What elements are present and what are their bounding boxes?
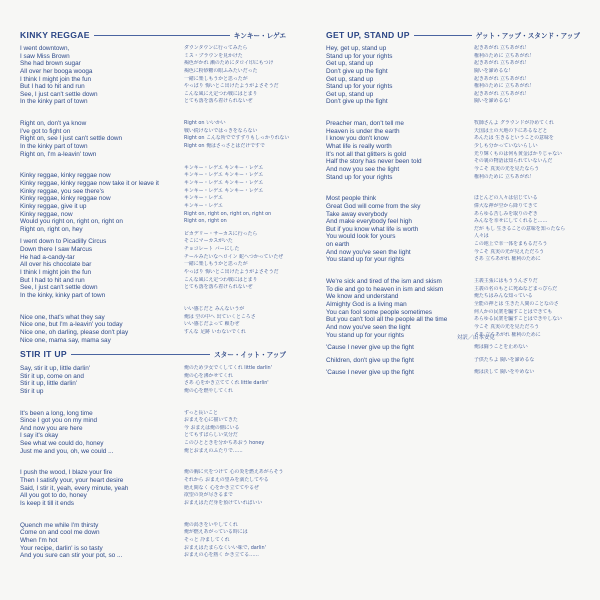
lyric-line: 権利のために 立ちあがれ！ bbox=[474, 52, 535, 59]
lyric-line: 何人かの民衆を騙すことはできても bbox=[474, 308, 553, 315]
lyric-line: ダウンタウンに行ってみたら bbox=[184, 45, 248, 51]
lyric-line: Get up, stand up bbox=[326, 60, 374, 68]
lyric-line: See what we could do, honey bbox=[20, 440, 104, 448]
lyric-line: on earth bbox=[326, 241, 350, 249]
song-title: GET UP, STAND UP bbox=[326, 30, 410, 40]
lyric-line: さあ 心をかき立ててくれ little darlin' bbox=[184, 380, 269, 387]
lyric-line: I say it's okay bbox=[20, 432, 59, 440]
lyric-line: To die and go to heaven in ism and skism bbox=[326, 285, 444, 293]
lyric-line: 褐色に粉砂糖の眼ふみたいだった bbox=[184, 67, 258, 74]
lyric-line: 今こそ 真実の光を見ただろう bbox=[474, 323, 540, 330]
lyric-line: Stand up for your rights bbox=[326, 83, 393, 91]
song-header-get-up-stand-up bbox=[326, 29, 580, 41]
lyric-line: 闘いを諦めるな！ bbox=[474, 98, 514, 105]
lyric-line: Right on いいかい bbox=[184, 120, 226, 127]
lyric-line: あらゆる苦しみを取りのぞき bbox=[474, 210, 538, 217]
lyric-line: But you can't fool all the people all the time bbox=[326, 316, 448, 324]
lyric-line: ずっと長いこと bbox=[184, 409, 218, 416]
stanza bbox=[326, 120, 447, 181]
stanza bbox=[184, 365, 283, 396]
lyric-line: Just me and you, oh, we could ... bbox=[20, 447, 114, 455]
lyrics-english-get-up-stand-up bbox=[326, 45, 447, 382]
title-divider bbox=[71, 354, 210, 355]
lyric-line: Heaven is under the earth bbox=[326, 127, 400, 135]
lyric-line: Right on, I'm a-leavin' town bbox=[20, 150, 97, 158]
lyric-line: そこにマーカスがいた bbox=[184, 238, 233, 245]
lyric-line: Nice one, oh darling, please don't play bbox=[20, 328, 129, 336]
stanza bbox=[184, 306, 289, 337]
lyric-line: 主義主張にはもううんざりだ bbox=[474, 278, 538, 285]
lyric-line: ピカデリー・サーカスに行ったら bbox=[184, 230, 258, 237]
lyric-line: I think I might join the fun bbox=[20, 75, 92, 83]
lyric-line: See, I just can't settle down bbox=[20, 284, 98, 292]
song-header-stir-it-up bbox=[20, 348, 286, 360]
lyric-line: 俺が燃えあがっている時には bbox=[184, 529, 248, 536]
stanza bbox=[474, 369, 565, 377]
lyric-line: But if you know what life is worth bbox=[326, 225, 419, 233]
lyric-line: Would you right on, right on, right on bbox=[20, 218, 123, 226]
lyric-line: Half the story has never been told bbox=[326, 158, 422, 166]
lyric-line: Children, don't give up the fight bbox=[326, 356, 414, 364]
stanza bbox=[184, 120, 289, 151]
lyric-line: 起きあがれ 立ちあがれ！ bbox=[474, 75, 530, 82]
lyric-line: I push the wood, I blaze your fire bbox=[20, 469, 113, 477]
lyric-line: おまえを心に描いてきた bbox=[184, 417, 238, 424]
lyric-line: キンキー・レゲエ キンキー・レゲエ bbox=[184, 187, 264, 194]
lyric-line: 子供たちよ 闘いを諦めるな bbox=[474, 356, 535, 363]
lyric-line: Don't give up the fight bbox=[326, 67, 388, 75]
song-title: KINKY REGGAE bbox=[20, 30, 90, 40]
lyric-line: 偉大な神が空から降りてきて bbox=[474, 202, 538, 209]
stanza bbox=[20, 45, 159, 106]
lyric-line: You would look for yours bbox=[326, 233, 396, 241]
lyric-line: それから おまえの望みを満たしてやる bbox=[184, 477, 269, 484]
song-title-japanese: キンキー・レゲエ bbox=[233, 32, 286, 40]
lyric-line: Nice one, mama say, mama say bbox=[20, 336, 111, 344]
stanza bbox=[184, 231, 289, 292]
lyric-line: Right on, don't ya know bbox=[20, 120, 87, 128]
stanza bbox=[20, 365, 128, 396]
lyric-line: It's been a long, long time bbox=[20, 409, 93, 417]
lyric-line: 天国は土の大地の下にあるなどと bbox=[474, 127, 548, 134]
lyric-line: とても落を落ち着けられないぜ bbox=[184, 98, 253, 105]
lyric-line: He had a-candy-tar bbox=[20, 253, 75, 261]
lyric-line: Down there I saw Marcus bbox=[20, 246, 93, 254]
lyric-line: You can fool some people sometimes bbox=[326, 308, 432, 316]
lyric-line: Right on, right on, right on, right on bbox=[184, 210, 272, 217]
lyric-line: とても落を落ち着けられないぜ bbox=[184, 284, 253, 291]
lyric-line: Stir it up bbox=[20, 387, 44, 395]
lyric-line: Your recipe, darlin' is so tasty bbox=[20, 544, 103, 552]
lyric-line: 権利のために 立ちあがれ！ bbox=[474, 173, 535, 180]
lyric-line: 俺の心を燃やしてくれ bbox=[184, 387, 233, 394]
lyric-line: やっぱり 悔いとこ出けたようがよさそうだ bbox=[184, 83, 279, 90]
lyric-line: Kinky reggae, give it up bbox=[20, 202, 87, 210]
lyric-line: 戦い続けないではっきをならない bbox=[184, 127, 258, 134]
lyric-line: 人々は bbox=[474, 233, 489, 240]
lyric-line: いい感じだよって 頼むぜ bbox=[184, 321, 240, 328]
stanza bbox=[20, 238, 159, 299]
lyric-line: When I'm hot bbox=[20, 536, 58, 544]
lyric-line: Right on 俺はさっさとはだけですで bbox=[184, 143, 265, 150]
lyric-line: 俺とおまえのふたりで…… bbox=[184, 447, 243, 454]
stanza bbox=[20, 522, 128, 560]
lyric-line: さあ 立ちあがれ 権利のために bbox=[474, 256, 541, 263]
lyrics-japanese-kinky-reggae bbox=[184, 45, 289, 342]
lyric-line: I know you don't know bbox=[326, 135, 389, 143]
lyric-line: キンキー・レゲエ bbox=[184, 202, 223, 209]
lyric-line: And make everybody feel high bbox=[326, 218, 412, 226]
lyric-line: We're sick and tired of the ism and skism bbox=[326, 278, 442, 286]
lyric-line: 俺の心を沸かせてくれ bbox=[184, 372, 233, 379]
lyric-line: Don't give up the fight bbox=[326, 98, 388, 106]
lyric-line: 起きあがれ 立ちあがれ！ bbox=[474, 90, 530, 97]
lyric-line: ミス・ブラウンを見かけた bbox=[184, 52, 243, 59]
stanza bbox=[20, 410, 128, 456]
lyric-line: Stir it up, little darlin' bbox=[20, 380, 77, 388]
lyric-line: See, I just can't settle down bbox=[20, 90, 98, 98]
lyric-line: みんなを幸せにしてくれると…… bbox=[474, 218, 548, 225]
lyric-line: Then I satisfy your, your heart desire bbox=[20, 477, 124, 485]
lyric-line: すんな 足跡 いわないでくれ bbox=[184, 328, 246, 335]
lyric-line: 起きあがれ 立ちあがれ！ bbox=[474, 60, 530, 67]
lyric-line: チールみたいなヘロイン 蛇へつかっていたぜ bbox=[184, 253, 284, 260]
lyric-line: All over his chocolate bar bbox=[20, 261, 92, 269]
lyric-line: 全能の神とは 生きた人間のことなのさ bbox=[474, 300, 559, 307]
lyric-line: Kinky reggae, you see there's bbox=[20, 187, 104, 195]
stanza bbox=[184, 45, 289, 106]
lyric-line: 一緒に楽しもうかと思ったが bbox=[184, 261, 248, 268]
lyric-line: And now you've seen the light bbox=[326, 248, 411, 256]
lyric-line: Is keep it till it ends bbox=[20, 499, 74, 507]
lyric-line: 絶え間なく 心をかき立ててやるぜ bbox=[184, 484, 259, 491]
song-title: STIR IT UP bbox=[20, 349, 67, 359]
lyric-line: Get up, stand up bbox=[326, 90, 374, 98]
lyric-line: Nice one, that's what they say bbox=[20, 313, 105, 321]
lyric-line: この地上で幸一体をまもるだろう bbox=[474, 241, 548, 248]
lyric-line: Right on, right on, hey bbox=[20, 225, 83, 233]
lyric-line: 'Cause I never give up the fight bbox=[326, 344, 414, 352]
lyric-line: 俺の渇きをいやしてくれ bbox=[184, 521, 238, 528]
lyric-line: In the kinky part of town bbox=[20, 143, 88, 151]
lyric-line: やっぱり 悔いとこ出けたようがよさそうだ bbox=[184, 269, 279, 276]
lyric-line: Take away everybody bbox=[326, 210, 388, 218]
lyric-line: I went down to Picadilly Circus bbox=[20, 238, 107, 246]
lyric-line: そっと 冷ましてくれ bbox=[184, 536, 230, 543]
lyric-line: いい感じだと みんないうが bbox=[184, 305, 245, 312]
stanza bbox=[184, 165, 289, 226]
lyric-line: Right on, see I just can't settle down bbox=[20, 135, 123, 143]
stanza bbox=[326, 45, 447, 106]
lyric-line: It's not all that glitters is gold bbox=[326, 150, 407, 158]
stanza bbox=[184, 522, 283, 560]
lyric-line: チョコレート バーにした bbox=[184, 246, 240, 253]
lyric-line: Stir it up, come on and bbox=[20, 372, 84, 380]
lyric-line: 俺のため少女でくしてくれ little darlin' bbox=[184, 365, 272, 371]
lyric-line: 闘いを諦めるな！ bbox=[474, 67, 514, 74]
lyric-line: このひとときを分かちあおう honey bbox=[184, 440, 265, 447]
lyric-line: こんな風にえ定つわ戦にはとまり bbox=[184, 90, 258, 97]
lyric-line: We know and understand bbox=[326, 293, 399, 301]
stanza bbox=[20, 469, 128, 507]
lyric-line: 俺は 空の中へ 出ていくところさ bbox=[184, 313, 256, 320]
lyric-line: Great God will come from the sky bbox=[326, 202, 421, 210]
title-divider bbox=[94, 35, 230, 36]
lyric-line: Right on, right on bbox=[184, 218, 227, 225]
lyric-line: 少しも分かっていないらしい bbox=[474, 143, 538, 150]
lyric-line: 今 おまえは俺の側にいる bbox=[184, 424, 240, 431]
lyric-line: あんたは 生きるということの意味を bbox=[474, 135, 554, 142]
lyric-line: 褐色がかれ 瀬のためにタロイ印にもつけ bbox=[184, 60, 274, 67]
lyric-line: とてもすばらしい気分だ bbox=[184, 432, 238, 439]
lyric-line: Almighty God is a living man bbox=[326, 300, 407, 308]
lyric-line: I think I might join the fun bbox=[20, 269, 92, 277]
stanza bbox=[474, 45, 565, 106]
song-title-japanese: ゲット・アップ・スタンド・アップ bbox=[475, 32, 580, 40]
lyric-line: おまえの心を熱く かき立てる…… bbox=[184, 552, 259, 559]
lyric-line: 主義の名のもとに死ぬなどまっぴらだ bbox=[474, 285, 558, 292]
lyrics-english-kinky-reggae bbox=[20, 45, 159, 349]
lyric-line: 牧師さんよ グラウンドが冷めてくれ bbox=[474, 120, 554, 127]
stanza bbox=[474, 357, 565, 365]
stanza bbox=[474, 344, 565, 352]
lyric-line: おまえはただ身を預けていればいい bbox=[184, 499, 263, 506]
lyric-line: I saw Miss Brown bbox=[20, 52, 70, 60]
lyrics-english-stir-it-up bbox=[20, 365, 128, 565]
lyric-line: 俺たちはみんな知っている bbox=[474, 293, 533, 300]
lyric-line: Stand up for your rights bbox=[326, 52, 393, 60]
stanza bbox=[326, 357, 447, 365]
lyric-line: Hey, get up, stand up bbox=[326, 45, 387, 52]
lyric-line: You stand up for your rights bbox=[326, 256, 404, 264]
stanza bbox=[184, 410, 283, 456]
lyric-line: Kinky reggae, kinky reggae now bbox=[20, 172, 111, 180]
lyric-line: What life is really worth bbox=[326, 143, 392, 151]
lyric-line: 'Cause I never give up the fight bbox=[326, 369, 414, 377]
translation-credit: 対訳／山本安見 bbox=[457, 335, 495, 341]
stanza bbox=[20, 314, 159, 345]
lyric-line: 欲望の炎が尽きるまで bbox=[184, 492, 233, 499]
lyric-line: And now you are here bbox=[20, 424, 83, 432]
song-title-japanese: スター・イット・アップ bbox=[214, 351, 286, 359]
lyric-line: Say, stir it up, little darlin' bbox=[20, 365, 91, 372]
lyric-line: キンキー・レゲエ キンキー・レゲエ bbox=[184, 164, 264, 171]
lyric-line: Quench me while I'm thirsty bbox=[20, 521, 99, 529]
lyric-line: 光り輝くものは何も黄金ばかりじゃない bbox=[474, 150, 563, 157]
lyric-line: Get up, stand up bbox=[326, 75, 374, 83]
lyric-line: In the kinky part of town bbox=[20, 98, 88, 106]
lyric-line: Kinky reggae, kinky reggae now take it or leave it bbox=[20, 179, 159, 187]
stanza bbox=[474, 195, 565, 264]
lyric-line: 起きあがれ 立ちあがれ！ bbox=[474, 45, 530, 51]
lyric-line: 今こそ 真実の光を見たならう bbox=[474, 165, 540, 172]
lyric-line: Nice one, but I'm a-leavin' you today bbox=[20, 321, 123, 329]
lyric-line: さあ 立ちあがれ 権利のために bbox=[474, 331, 541, 338]
lyric-line: All you got to do, honey bbox=[20, 492, 87, 500]
stanza bbox=[20, 120, 159, 158]
lyric-line: 今こそ 真実の光が見えただろう bbox=[474, 248, 545, 255]
lyric-line: Kinky reggae, now bbox=[20, 210, 73, 218]
lyric-line: 一緒に楽しもうかと思ったが bbox=[184, 75, 248, 82]
lyric-line: キンキー・レゲエ bbox=[184, 195, 223, 202]
lyric-line: And you sure can stir your pot, so ... bbox=[20, 552, 123, 560]
lyric-line: But I had to hit and run bbox=[20, 83, 85, 91]
lyric-line: But I had to hit and run bbox=[20, 276, 85, 284]
lyric-line: 権利のために 立ちあがれ！ bbox=[474, 83, 535, 90]
lyric-line: 俺の胸に火をつけて 心の炎を燃えあがらそう bbox=[184, 469, 284, 476]
lyric-line: And now you've seen the light bbox=[326, 323, 411, 331]
lyric-line: あらゆる民衆を騙すことはできやしない bbox=[474, 316, 563, 323]
stanza bbox=[326, 195, 447, 264]
lyric-line: In the kinky, kinky part of town bbox=[20, 291, 106, 299]
lyric-line: Since I got you on my mind bbox=[20, 417, 98, 425]
lyric-line: Most people think bbox=[326, 195, 377, 203]
lyric-line: All over her booga wooga bbox=[20, 67, 93, 75]
lyric-line: こんな風にえ定つわ戦にはとまり bbox=[184, 276, 258, 283]
stanza bbox=[474, 120, 565, 181]
lyrics-japanese-get-up-stand-up bbox=[474, 45, 565, 382]
lyric-line: 俺は闘うことを止めない bbox=[474, 344, 528, 351]
stanza bbox=[326, 369, 447, 377]
lyric-line: Said, I stir it, yeah, every minute, yeah bbox=[20, 484, 129, 492]
stanza bbox=[184, 469, 283, 507]
lyric-line: Come on and cool me down bbox=[20, 529, 100, 537]
lyric-line: ほとんどの人々は信じている bbox=[474, 195, 538, 202]
lyric-line: キンキー・レゲエ キンキー・レゲエ bbox=[184, 179, 264, 186]
lyric-line: キンキー・レゲエ キンキー・レゲエ bbox=[184, 172, 264, 179]
title-divider bbox=[414, 35, 472, 36]
stanza bbox=[326, 344, 447, 352]
lyric-line: おまえはたまらなくいい味で, darlin' bbox=[184, 544, 266, 551]
lyric-line: I went downtown, bbox=[20, 45, 70, 52]
lyric-line: Preacher man, don't tell me bbox=[326, 120, 404, 128]
stanza bbox=[326, 278, 447, 339]
lyric-line: I've got to fight on bbox=[20, 127, 71, 135]
lyric-line: She had brown sugar bbox=[20, 60, 81, 68]
stanza bbox=[20, 172, 159, 233]
lyric-line: Right on こんな所でですずりもしっかりれない bbox=[184, 135, 290, 142]
lyric-line: You stand up for your rights bbox=[326, 331, 404, 339]
lyric-line: Stand up for your rights bbox=[326, 173, 393, 181]
song-header-kinky-reggae bbox=[20, 29, 286, 41]
lyric-line: その裏の物語は知られていないんだ bbox=[474, 158, 553, 165]
stanza bbox=[474, 278, 565, 339]
lyric-line: 俺は決して 闘いをやめない bbox=[474, 369, 535, 376]
lyric-line: だが もし 生きることの意味を知ったなら bbox=[474, 225, 566, 232]
lyrics-japanese-stir-it-up bbox=[184, 365, 283, 565]
lyric-line: Kinky reggae, kinky reggae now bbox=[20, 195, 111, 203]
lyric-line: And now you see the light bbox=[326, 165, 400, 173]
